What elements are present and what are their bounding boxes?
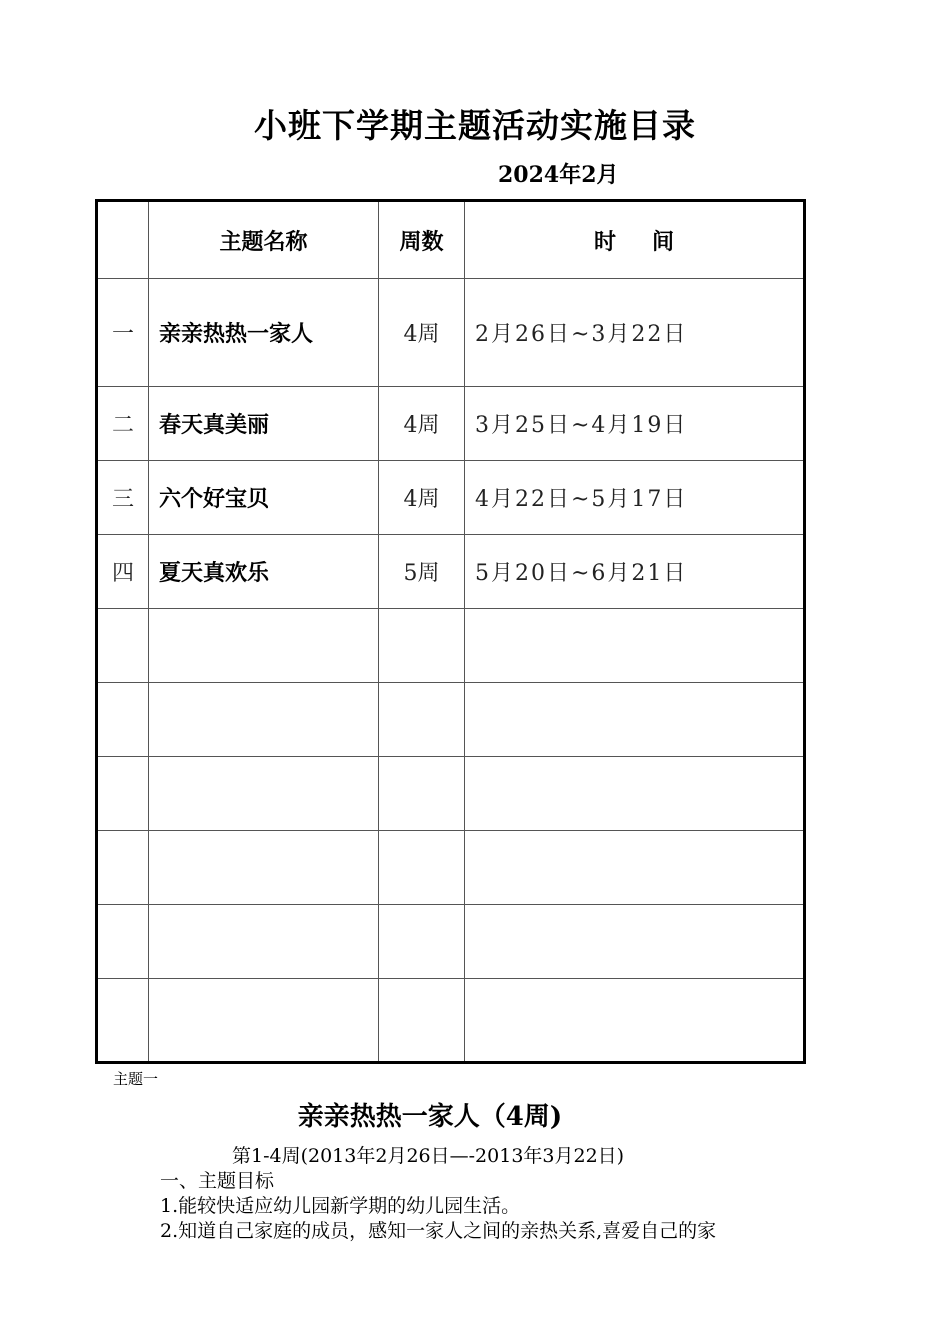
table-header-row	[97, 201, 805, 279]
section-title: 亲亲热热一家人（4周)	[297, 1102, 563, 1132]
row-weeks	[379, 979, 465, 1063]
row-index	[97, 905, 149, 979]
goal-item: 2.知道自己家庭的成员，感知一家人之间的亲热关系,喜爱自己的家	[160, 1220, 717, 1242]
table-row	[97, 831, 805, 905]
header-weeks: 周数	[379, 201, 465, 279]
header-time-char-2: 间	[652, 228, 675, 255]
row-weeks: 4周	[379, 279, 465, 387]
row-theme-name	[149, 683, 379, 757]
row-index	[97, 683, 149, 757]
row-theme-name: 夏天真欢乐	[149, 535, 379, 609]
table-row	[97, 757, 805, 831]
table-row	[97, 461, 805, 535]
row-theme-name: 春天真美丽	[149, 387, 379, 461]
row-weeks	[379, 683, 465, 757]
table-row	[97, 535, 805, 609]
row-weeks	[379, 609, 465, 683]
row-time	[465, 979, 805, 1063]
row-time: 5月20日~6月21日	[465, 535, 805, 609]
section-heading-goals: 一、主题目标	[160, 1170, 275, 1192]
table-row	[97, 387, 805, 461]
row-weeks: 4周	[379, 387, 465, 461]
header-time	[465, 201, 805, 279]
table-row	[97, 609, 805, 683]
row-weeks: 4周	[379, 461, 465, 535]
row-time	[465, 831, 805, 905]
row-index: 二	[97, 387, 149, 461]
row-theme-name: 六个好宝贝	[149, 461, 379, 535]
row-weeks	[379, 905, 465, 979]
row-theme-name	[149, 979, 379, 1063]
row-time: 3月25日~4月19日	[465, 387, 805, 461]
row-time	[465, 683, 805, 757]
row-index	[97, 831, 149, 905]
row-theme-name	[149, 905, 379, 979]
table-row	[97, 279, 805, 387]
theme-schedule-table	[95, 199, 806, 1064]
row-index: 四	[97, 535, 149, 609]
row-index: 一	[97, 279, 149, 387]
row-time	[465, 905, 805, 979]
section-date-range: 第1-4周(2013年2月26日—-2013年3月22日)	[232, 1145, 625, 1167]
header-theme-name: 主题名称	[149, 201, 379, 279]
header-index	[97, 201, 149, 279]
document-date: 2024年2月	[498, 162, 619, 188]
row-index	[97, 609, 149, 683]
document-title: 小班下学期主题活动实施目录	[254, 106, 696, 145]
row-time	[465, 757, 805, 831]
row-index	[97, 757, 149, 831]
row-time	[465, 609, 805, 683]
table-row	[97, 905, 805, 979]
row-weeks	[379, 757, 465, 831]
row-time: 4月22日~5月17日	[465, 461, 805, 535]
header-time-char-1: 时	[593, 228, 616, 255]
row-time: 2月26日~3月22日	[465, 279, 805, 387]
table-row	[97, 683, 805, 757]
row-theme-name	[149, 831, 379, 905]
row-theme-name	[149, 757, 379, 831]
row-theme-name	[149, 609, 379, 683]
row-weeks	[379, 831, 465, 905]
goal-item: 1.能较快适应幼儿园新学期的幼儿园生活。	[160, 1195, 521, 1217]
table-row	[97, 979, 805, 1063]
row-theme-name: 亲亲热热一家人	[149, 279, 379, 387]
row-index	[97, 979, 149, 1063]
row-weeks: 5周	[379, 535, 465, 609]
row-index: 三	[97, 461, 149, 535]
section-label: 主题一	[113, 1070, 159, 1088]
